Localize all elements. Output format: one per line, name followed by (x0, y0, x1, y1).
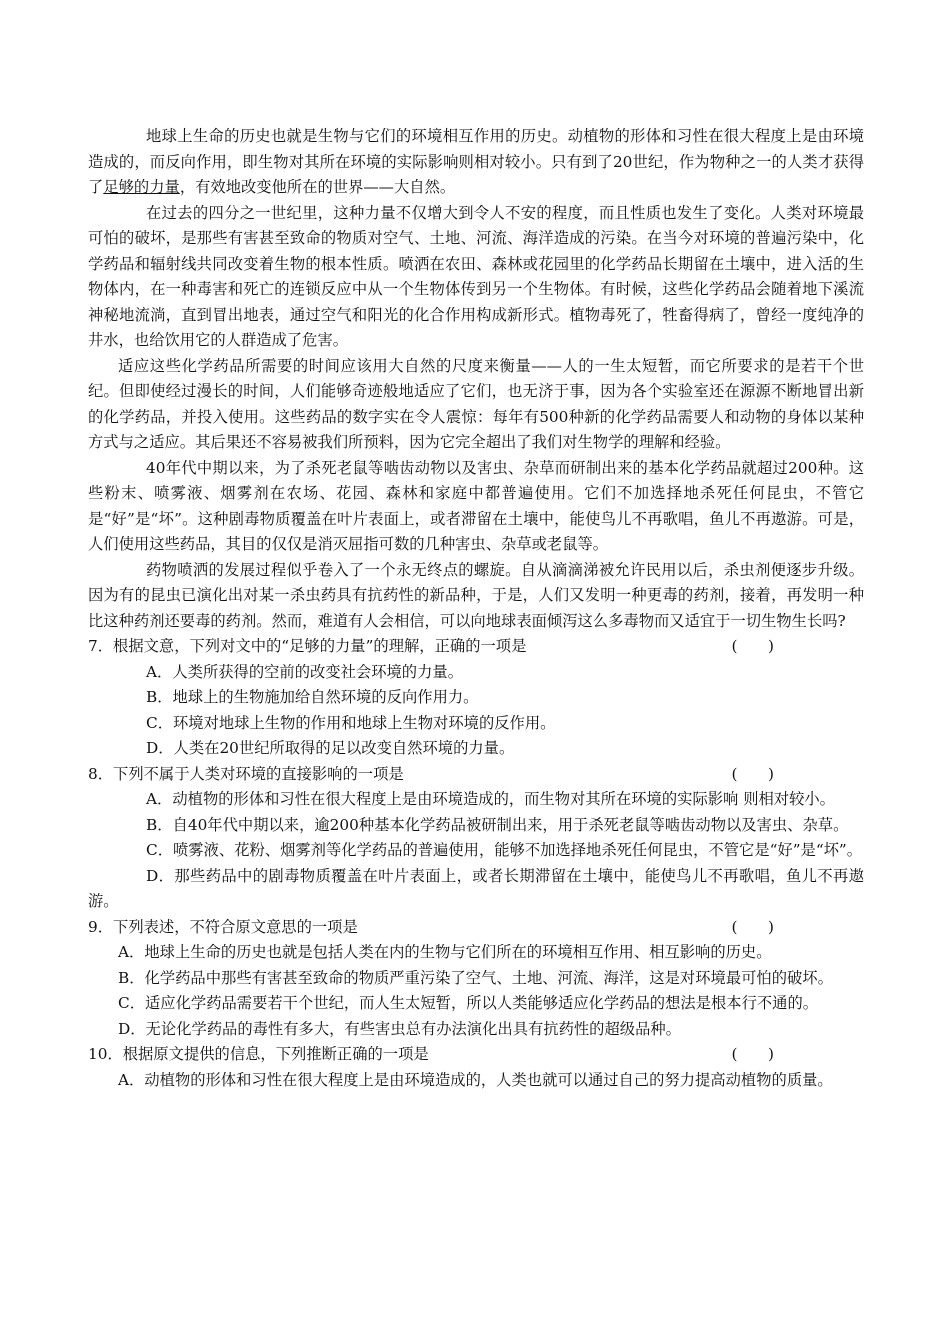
passage-text: ，有效地改变他所在的世界——大自然。 (179, 178, 456, 196)
option-a: A．动植物的形体和习性在很大程度上是由环境造成的，而生物对其所在环境的实际影响 则相对较小。 (146, 790, 835, 808)
question-stem (88, 762, 864, 788)
passage-paragraph-5: 药物喷洒的发展过程似乎卷入了一个永无终点的螺旋。自从滴滴涕被允许民用以后，杀虫剂便逐步升级。因为有的昆虫已演化出对某一杀虫药具有抗药性的新品种，于是，人们又发明一种更毒的药剂，接着，再发明一种比这种药剂还要毒的药剂。然而，难道有人会相信，可以向地球表面倾泻这么多毒物而又适宜于一切生物生长吗? (88, 560, 864, 630)
option-d: D．人类在20世纪所取得的足以改变自然环境的力量。 (146, 739, 515, 757)
passage-paragraph-1 (88, 124, 864, 201)
question-stem (88, 1042, 864, 1068)
question-stem-text: 8．下列不属于人类对环境的直接影响的一项是 (88, 764, 404, 783)
option-c: C．适应化学药品需要若干个世纪，而人生太短暂，所以人类能够适应化学药品的想法是根本行不通的。 (118, 994, 819, 1012)
answer-blank: ( ) (731, 637, 774, 655)
option-a: A．地球上生命的历史也就是包括人类在内的生物与它们所在的环境相互作用、相互影响的历史。 (118, 943, 772, 961)
option-d: D．那些药品中的剧毒物质覆盖在叶片表面上，或者长期滞留在土壤中，能使鸟儿不再歌唱，鱼儿不再遨游。 (88, 866, 864, 910)
underlined-phrase: 足够的力量 (103, 178, 180, 196)
answer-blank: ( ) (731, 917, 774, 936)
option-d: D．无论化学药品的毒性有多大，有些害虫总有办法演化出具有抗药性的超级品种。 (118, 1019, 681, 1038)
question-7 (88, 634, 864, 762)
question-8 (88, 762, 864, 915)
question-9 (88, 915, 864, 1043)
option-c: C．喷雾液、花粉、烟雾剂等化学药品的普遍使用，能够不加选择地杀死任何昆虫，不管它是“好”是“坏”。 (146, 841, 863, 859)
question-stem (88, 915, 864, 941)
passage-text: 地球上生命的历史也就是生物与它们的环境相互作用的历史。动植物的形体和习性在很大程度上是由环境造成的，而反向作用，即生物对其所在环境的实际影响则相对较小。只有到了20世纪，作为物种之一的人类才获得了 (88, 127, 864, 196)
passage-paragraph-2: 在过去的四分之一世纪里，这种力量不仅增大到令人不安的程度，而且性质也发生了变化。人类对环境最可怕的破坏，是那些有害甚至致命的物质对空气、土地、河流、海洋造成的污染。在当今对环境的普遍污染中，化学药品和辐射线共同改变着生物的根本性质。喷洒在农田、森林或花园里的化学药品长期留在土壤中，进入活的生物体内，在一种毒害和死亡的连锁反应中从一个生物体传到另一个生物体。有时候，这些化学药品会随着地下溪流神秘地流淌，直到冒出地表，通过空气和阳光的化合作用构成新形式。植物毒死了，牲畜得病了，曾经一度纯净的井水，也给饮用它的人群造成了危害。 (88, 203, 864, 349)
passage-paragraph-3: 适应这些化学药品所需要的时间应该用大自然的尺度来衡量——人的一生太短暂，而它所要求的是若干个世纪。但即使经过漫长的时间，人们能够奇迹般地适应了它们，也无济于事，因为各个实验室还在源源不断地冒出新的化学药品，并投入使用。这些药品的数字实在令人震惊：每年有500种新的化学药品需要人和动物的身体以某种方式与之适应。其后果还不容易被我们所预料，因为它完全超出了我们对生物学的理解和经验。 (88, 356, 864, 451)
question-stem-text: 10．根据原文提供的信息，下列推断正确的一项是 (88, 1045, 429, 1063)
option-b: B．自40年代中期以来，逾200种基本化学药品被研制出来，用于杀死老鼠等啮齿动物以及害虫、杂草。 (146, 815, 849, 834)
question-stem-text: 7．根据文意，下列对文中的“足够的力量”的理解，正确的一项是 (88, 637, 527, 655)
question-stem-text: 9．下列表述，不符合原文意思的一项是 (88, 917, 358, 936)
option-a: A．人类所获得的空前的改变社会环境的力量。 (146, 662, 463, 681)
question-10 (88, 1042, 864, 1093)
answer-blank: ( ) (731, 764, 774, 783)
option-c: C．环境对地球上生物的作用和地球上生物对环境的反作用。 (146, 713, 556, 732)
passage-paragraph-4: 40年代中期以来，为了杀死老鼠等啮齿动物以及害虫、杂草而研制出来的基本化学药品就超过200种。这些粉末、喷雾液、烟雾剂在农场、花园、森林和家庭中都普遍使用。它们不加选择地杀死任何昆虫，不管它是“好”是“坏”。这种剧毒物质覆盖在叶片表面上，或者滞留在土壤中，能使鸟儿不再歌唱，鱼儿不再遨游。可是，人们使用这些药品，其目的仅仅是消灭屈指可数的几种害虫、杂草或老鼠等。 (88, 458, 864, 553)
question-stem (88, 634, 864, 660)
option-b: B．地球上的生物施加给自然环境的反向作用力。 (146, 688, 479, 706)
reading-passage (88, 124, 864, 634)
answer-blank: ( ) (731, 1045, 774, 1063)
option-b: B．化学药品中那些有害甚至致命的物质严重污染了空气、土地、河流、海洋，这是对环境最可怕的破坏。 (118, 968, 833, 987)
option-a: A．动植物的形体和习性在很大程度上是由环境造成的，人类也就可以通过自己的努力提高动植物的质量。 (118, 1070, 833, 1089)
